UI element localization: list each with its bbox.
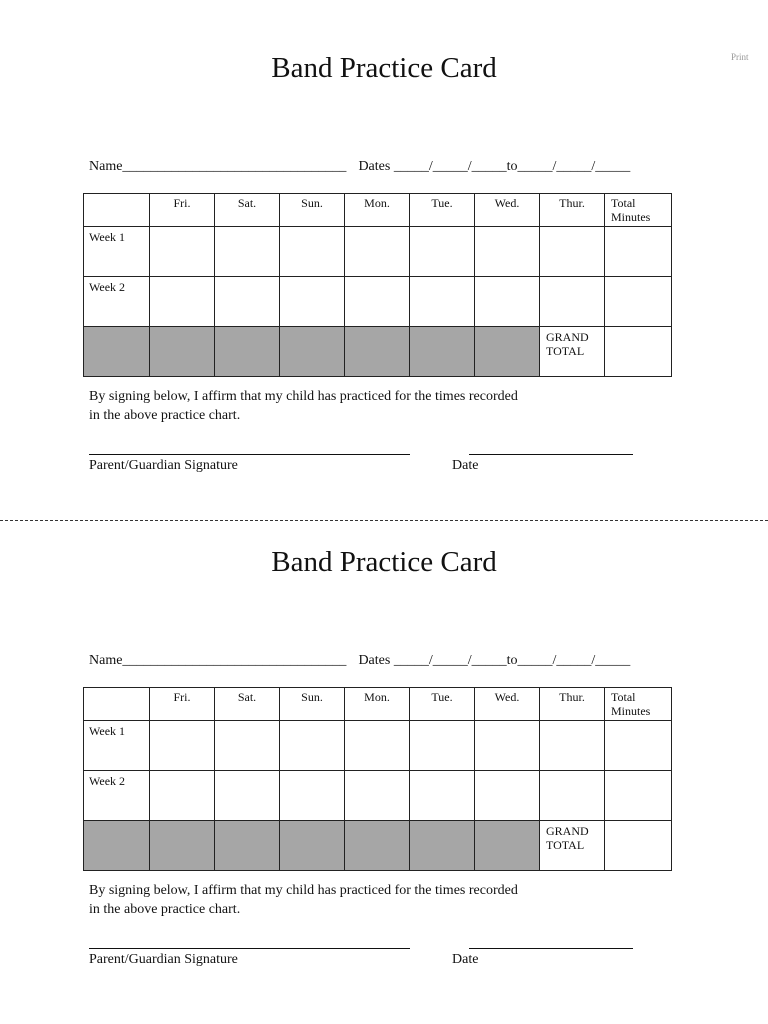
grand-total-row	[84, 327, 672, 377]
chart-header-row	[84, 194, 672, 227]
minutes-cell[interactable]	[410, 721, 475, 771]
day-header: Mon.	[345, 688, 410, 721]
minutes-cell[interactable]	[280, 277, 345, 327]
grand-total-cell[interactable]	[605, 327, 672, 377]
shaded-cell	[475, 821, 540, 871]
minutes-cell[interactable]	[215, 771, 280, 821]
total-minutes-header	[605, 194, 672, 227]
total-header-line: Minutes	[611, 704, 651, 718]
affirmation-text	[89, 881, 589, 919]
day-header: Sun.	[280, 688, 345, 721]
grand-total-line: TOTAL	[546, 344, 585, 358]
minutes-cell[interactable]	[280, 771, 345, 821]
minutes-cell[interactable]	[280, 227, 345, 277]
affirmation-line: in the above practice chart.	[89, 902, 241, 917]
minutes-cell[interactable]	[345, 721, 410, 771]
day-header: Sat.	[215, 194, 280, 227]
shaded-cell	[410, 821, 475, 871]
grand-total-cell[interactable]	[605, 821, 672, 871]
week-label: Week 1	[84, 227, 150, 277]
minutes-cell[interactable]	[540, 277, 605, 327]
grand-total-row	[84, 821, 672, 871]
week-total-cell[interactable]	[605, 721, 672, 771]
minutes-cell[interactable]	[345, 227, 410, 277]
shaded-cell	[410, 327, 475, 377]
total-header-line: Total	[611, 690, 636, 704]
name-field-label: Name________________________________	[89, 653, 347, 668]
minutes-cell[interactable]	[215, 721, 280, 771]
minutes-cell[interactable]	[540, 771, 605, 821]
shaded-cell	[150, 327, 215, 377]
shaded-cell	[150, 821, 215, 871]
minutes-cell[interactable]	[215, 227, 280, 277]
day-header: Fri.	[150, 688, 215, 721]
shaded-cell	[84, 821, 150, 871]
day-header: Mon.	[345, 194, 410, 227]
chart-header-row	[84, 688, 672, 721]
minutes-cell[interactable]	[540, 721, 605, 771]
minutes-cell[interactable]	[345, 277, 410, 327]
minutes-cell[interactable]	[150, 277, 215, 327]
grand-total-label	[540, 327, 605, 377]
week-label: Week 2	[84, 277, 150, 327]
week-row	[84, 721, 672, 771]
print-link[interactable]: Print	[731, 52, 749, 62]
minutes-cell[interactable]	[410, 277, 475, 327]
corner-cell	[84, 688, 150, 721]
corner-cell	[84, 194, 150, 227]
grand-total-line: TOTAL	[546, 838, 585, 852]
minutes-cell[interactable]	[150, 721, 215, 771]
day-header: Wed.	[475, 194, 540, 227]
date-label: Date	[452, 458, 479, 473]
minutes-cell[interactable]	[150, 771, 215, 821]
minutes-cell[interactable]	[475, 721, 540, 771]
signature-label: Parent/Guardian Signature	[89, 458, 238, 473]
shaded-cell	[345, 327, 410, 377]
date-label: Date	[452, 952, 479, 967]
practice-chart	[83, 687, 672, 871]
grand-total-line: GRAND	[546, 330, 589, 344]
name-dates-row	[89, 653, 630, 669]
shaded-cell	[215, 821, 280, 871]
practice-chart	[83, 193, 672, 377]
total-minutes-header	[605, 688, 672, 721]
shaded-cell	[84, 327, 150, 377]
shaded-cell	[280, 821, 345, 871]
day-header: Thur.	[540, 688, 605, 721]
name-dates-row	[89, 159, 630, 175]
day-header: Fri.	[150, 194, 215, 227]
week-row	[84, 771, 672, 821]
day-header: Thur.	[540, 194, 605, 227]
day-header: Sat.	[215, 688, 280, 721]
card-title: Band Practice Card	[271, 546, 497, 578]
shaded-cell	[280, 327, 345, 377]
minutes-cell[interactable]	[540, 227, 605, 277]
day-header: Wed.	[475, 688, 540, 721]
minutes-cell[interactable]	[410, 771, 475, 821]
minutes-cell[interactable]	[150, 227, 215, 277]
shaded-cell	[345, 821, 410, 871]
affirmation-line: in the above practice chart.	[89, 408, 241, 423]
total-header-line: Total	[611, 196, 636, 210]
total-header-line: Minutes	[611, 210, 651, 224]
practice-card-1	[0, 0, 768, 495]
week-label: Week 2	[84, 771, 150, 821]
minutes-cell[interactable]	[475, 227, 540, 277]
affirmation-line: By signing below, I affirm that my child has practiced for the times recorded	[89, 389, 518, 404]
week-row	[84, 277, 672, 327]
dates-field-label: Dates _____/_____/_____to_____/_____/_____	[358, 653, 631, 668]
minutes-cell[interactable]	[475, 771, 540, 821]
week-total-cell[interactable]	[605, 227, 672, 277]
signature-line[interactable]	[89, 454, 410, 455]
signature-line[interactable]	[89, 948, 410, 949]
practice-card-2	[0, 494, 768, 989]
affirmation-text	[89, 387, 589, 425]
minutes-cell[interactable]	[410, 227, 475, 277]
card-title: Band Practice Card	[271, 52, 497, 84]
affirmation-line: By signing below, I affirm that my child has practiced for the times recorded	[89, 883, 518, 898]
week-total-cell[interactable]	[605, 771, 672, 821]
name-field-label: Name________________________________	[89, 159, 347, 174]
date-line[interactable]	[469, 454, 633, 455]
signature-label: Parent/Guardian Signature	[89, 952, 238, 967]
minutes-cell[interactable]	[345, 771, 410, 821]
grand-total-label	[540, 821, 605, 871]
week-total-cell[interactable]	[605, 277, 672, 327]
minutes-cell[interactable]	[215, 277, 280, 327]
day-header: Tue.	[410, 194, 475, 227]
shaded-cell	[475, 327, 540, 377]
minutes-cell[interactable]	[280, 721, 345, 771]
week-label: Week 1	[84, 721, 150, 771]
dates-field-label: Dates _____/_____/_____to_____/_____/_____	[358, 159, 631, 174]
week-row	[84, 227, 672, 277]
day-header: Tue.	[410, 688, 475, 721]
day-header: Sun.	[280, 194, 345, 227]
shaded-cell	[215, 327, 280, 377]
date-line[interactable]	[469, 948, 633, 949]
minutes-cell[interactable]	[475, 277, 540, 327]
grand-total-line: GRAND	[546, 824, 589, 838]
